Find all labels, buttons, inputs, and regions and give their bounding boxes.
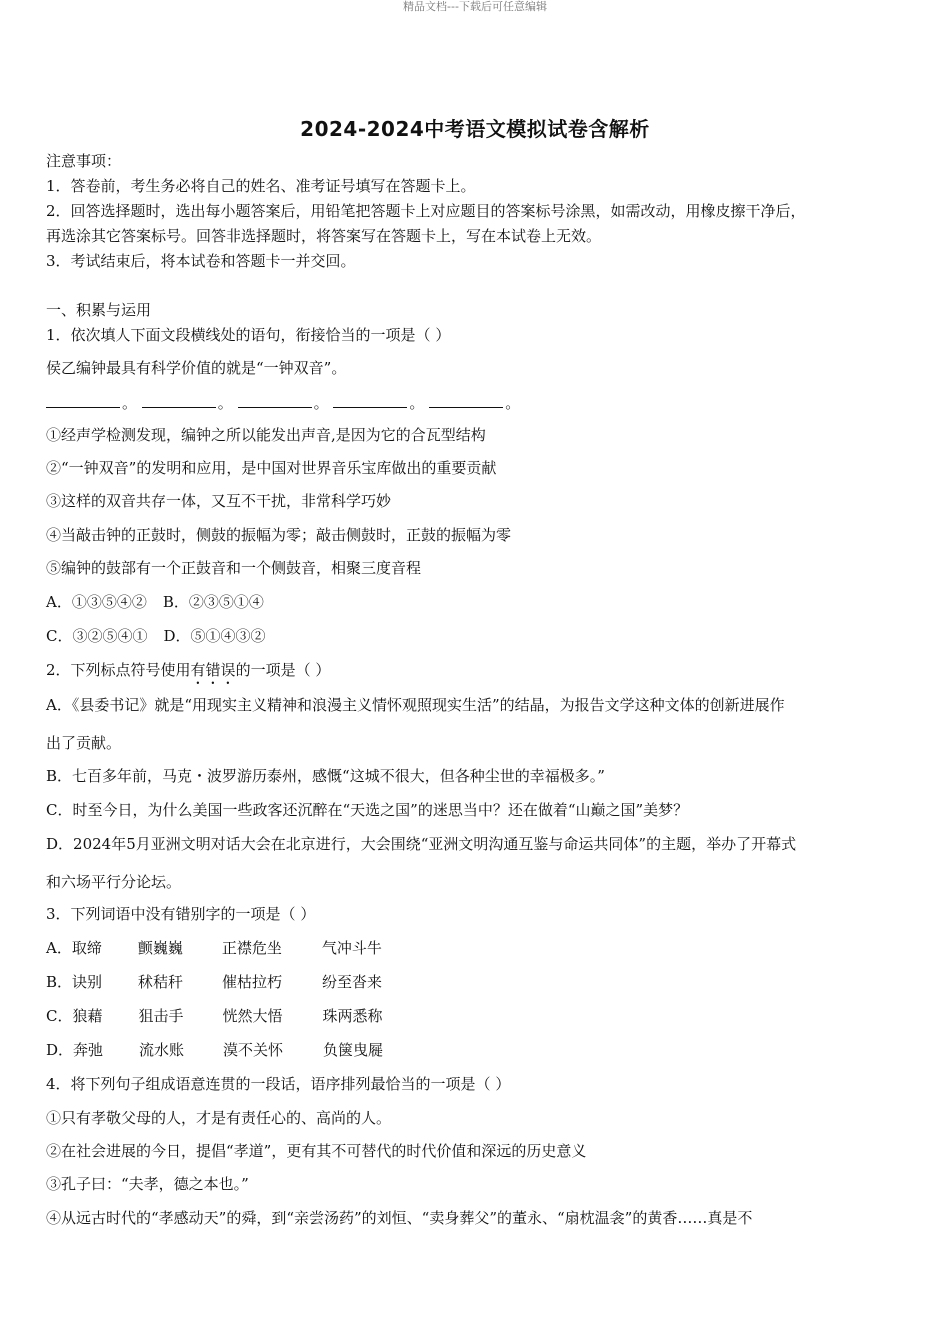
word: 奔弛 — [73, 1041, 104, 1059]
word: 催枯拉朽 — [222, 973, 283, 991]
blank-separator: 。 — [217, 394, 233, 412]
word: 颤巍巍 — [137, 939, 183, 957]
option-a: A．①③⑤④② — [46, 593, 147, 611]
answer-blank — [333, 393, 407, 408]
option-b: B．②③⑤①④ — [162, 593, 264, 611]
section-heading: 一、积累与运用 — [46, 301, 152, 319]
notice-item: 2．回答选择题时，选出每小题答案后，用铅笔把答题卡上对应题目的答案标号涂黑，如需改动，用橡皮擦干净后， — [46, 202, 806, 220]
option-label: C． — [46, 1007, 73, 1025]
answer-blank — [238, 393, 312, 408]
question-4-sentence: ③孔子曰：“夫孝，德之本也。” — [46, 1175, 249, 1193]
question-2-option: A．《县委书记》就是“用现实主义精神和浪漫主义情怀观照现实生活”的结晶，为报告文学这种文体的创新进展作 — [46, 696, 785, 714]
option-label: D． — [46, 1041, 74, 1059]
question-1-sentence: ②“一钟双音”的发明和应用，是中国对世界音乐宝库做出的重要贡献 — [46, 459, 497, 477]
word: 珠两悉称 — [322, 1007, 383, 1025]
question-3-stem: 3．下列词语中没有错别字的一项是（ ） — [46, 905, 316, 923]
question-1-stem: 1．依次填人下面文段横线处的语句，衔接恰当的一项是（ ） — [46, 326, 451, 344]
question-1-passage: 侯乙编钟最具有科学价值的就是“一钟双音”。 — [46, 359, 347, 377]
question-2-stem — [46, 660, 330, 688]
notice-item: 3．考试结束后，将本试卷和答题卡一并交回。 — [46, 252, 356, 270]
word: 流水账 — [139, 1041, 185, 1059]
word: 气冲斗牛 — [321, 939, 382, 957]
word: 诀别 — [72, 973, 103, 991]
question-2-option: D．2024年5月亚洲文明对话大会在北京进行，大会围绕“亚洲文明沟通互鉴与命运共同体”的主题，举办了开幕式 — [46, 835, 797, 853]
word: 纷至沓来 — [322, 973, 383, 991]
word: 狙击手 — [138, 1007, 184, 1025]
word: 秫秸秆 — [138, 973, 184, 991]
question-1-sentence: ④当敲击钟的正鼓时，侧鼓的振幅为零；敲击侧鼓时，正鼓的振幅为零 — [46, 526, 512, 544]
question-4-sentence: ①只有孝敬父母的人，才是有责任心的、高尚的人。 — [46, 1109, 392, 1127]
question-1-sentence: ③这样的双音共存一体，又互不干扰，非常科学巧妙 — [46, 492, 392, 510]
notice-heading: 注意事项： — [46, 152, 122, 170]
answer-blank — [142, 393, 216, 408]
answer-blank — [46, 393, 120, 408]
question-2-option: B．七百多年前，马克・波罗游历泰州，感慨“这城不很大，但各种尘世的幸福极多。” — [46, 767, 605, 785]
stem-text: 2．下列标点符号使用 — [46, 661, 191, 679]
question-4-sentence: ④从远古时代的“孝感动天”的舜，到“亲尝汤药”的刘恒、“卖身葬父”的董永、“扇枕温衾”的黄香……真是不 — [46, 1209, 753, 1227]
question-1-sentence: ①经声学检测发现，编钟之所以能发出声音,是因为它的合瓦型结构 — [46, 426, 486, 444]
blank-separator: 。 — [409, 394, 425, 412]
option-c: C．③②⑤④① — [46, 627, 148, 645]
question-2-option: 出了贡献。 — [46, 734, 122, 752]
notice-item: 1．答卷前，考生务必将自己的姓名、准考证号填写在答题卡上。 — [46, 177, 476, 195]
emphasized-text: 有错误 — [190, 661, 236, 679]
question-3-option-row — [46, 972, 422, 992]
word: 狼藉 — [72, 1007, 103, 1025]
word: 负箧曳屣 — [323, 1041, 384, 1059]
question-1-options-row — [46, 592, 280, 612]
question-1-blanks — [46, 393, 520, 413]
question-3-option-row — [46, 938, 422, 958]
option-label: B． — [46, 973, 73, 991]
blank-separator: 。 — [122, 394, 138, 412]
blank-separator: 。 — [505, 394, 521, 412]
question-3-option-row — [46, 1006, 422, 1026]
question-1-options-row — [46, 626, 282, 646]
word: 正襟危坐 — [221, 939, 282, 957]
question-4-stem: 4．将下列句子组成语意连贯的一段话，语序排列最恰当的一项是（ ） — [46, 1075, 511, 1093]
option-label: A． — [46, 939, 72, 957]
question-1-sentence: ⑤编钟的鼓部有一个正鼓音和一个侧鼓音，相聚三度音程 — [46, 559, 422, 577]
question-2-option: C．时至今日，为什么美国一些政客还沉醉在“天选之国”的迷思当中？还在做着“山巅之国”美梦？ — [46, 801, 689, 819]
word: 漠不关怀 — [223, 1041, 284, 1059]
blank-separator: 。 — [313, 394, 329, 412]
question-2-option: 和六场平行分论坛。 — [46, 873, 182, 891]
answer-blank — [429, 393, 503, 408]
question-4-sentence: ②在社会进展的今日，提倡“孝道”，更有其不可替代的时代价值和深远的历史意义 — [46, 1142, 587, 1160]
word: 取缔 — [71, 939, 102, 957]
option-d: D．⑤①④③② — [163, 627, 266, 645]
notice-item: 再选涂其它答案标号。回答非选择题时，将答案写在答题卡上，写在本试卷上无效。 — [46, 227, 602, 245]
page-title: 2024-2024中考语文模拟试卷含解析 — [300, 117, 650, 141]
word: 恍然大悟 — [222, 1007, 283, 1025]
stem-text: 的一项是（ ） — [235, 661, 331, 679]
question-3-option-row — [46, 1040, 423, 1060]
page-header: 精品文档---下载后可任意编辑 — [403, 0, 547, 13]
